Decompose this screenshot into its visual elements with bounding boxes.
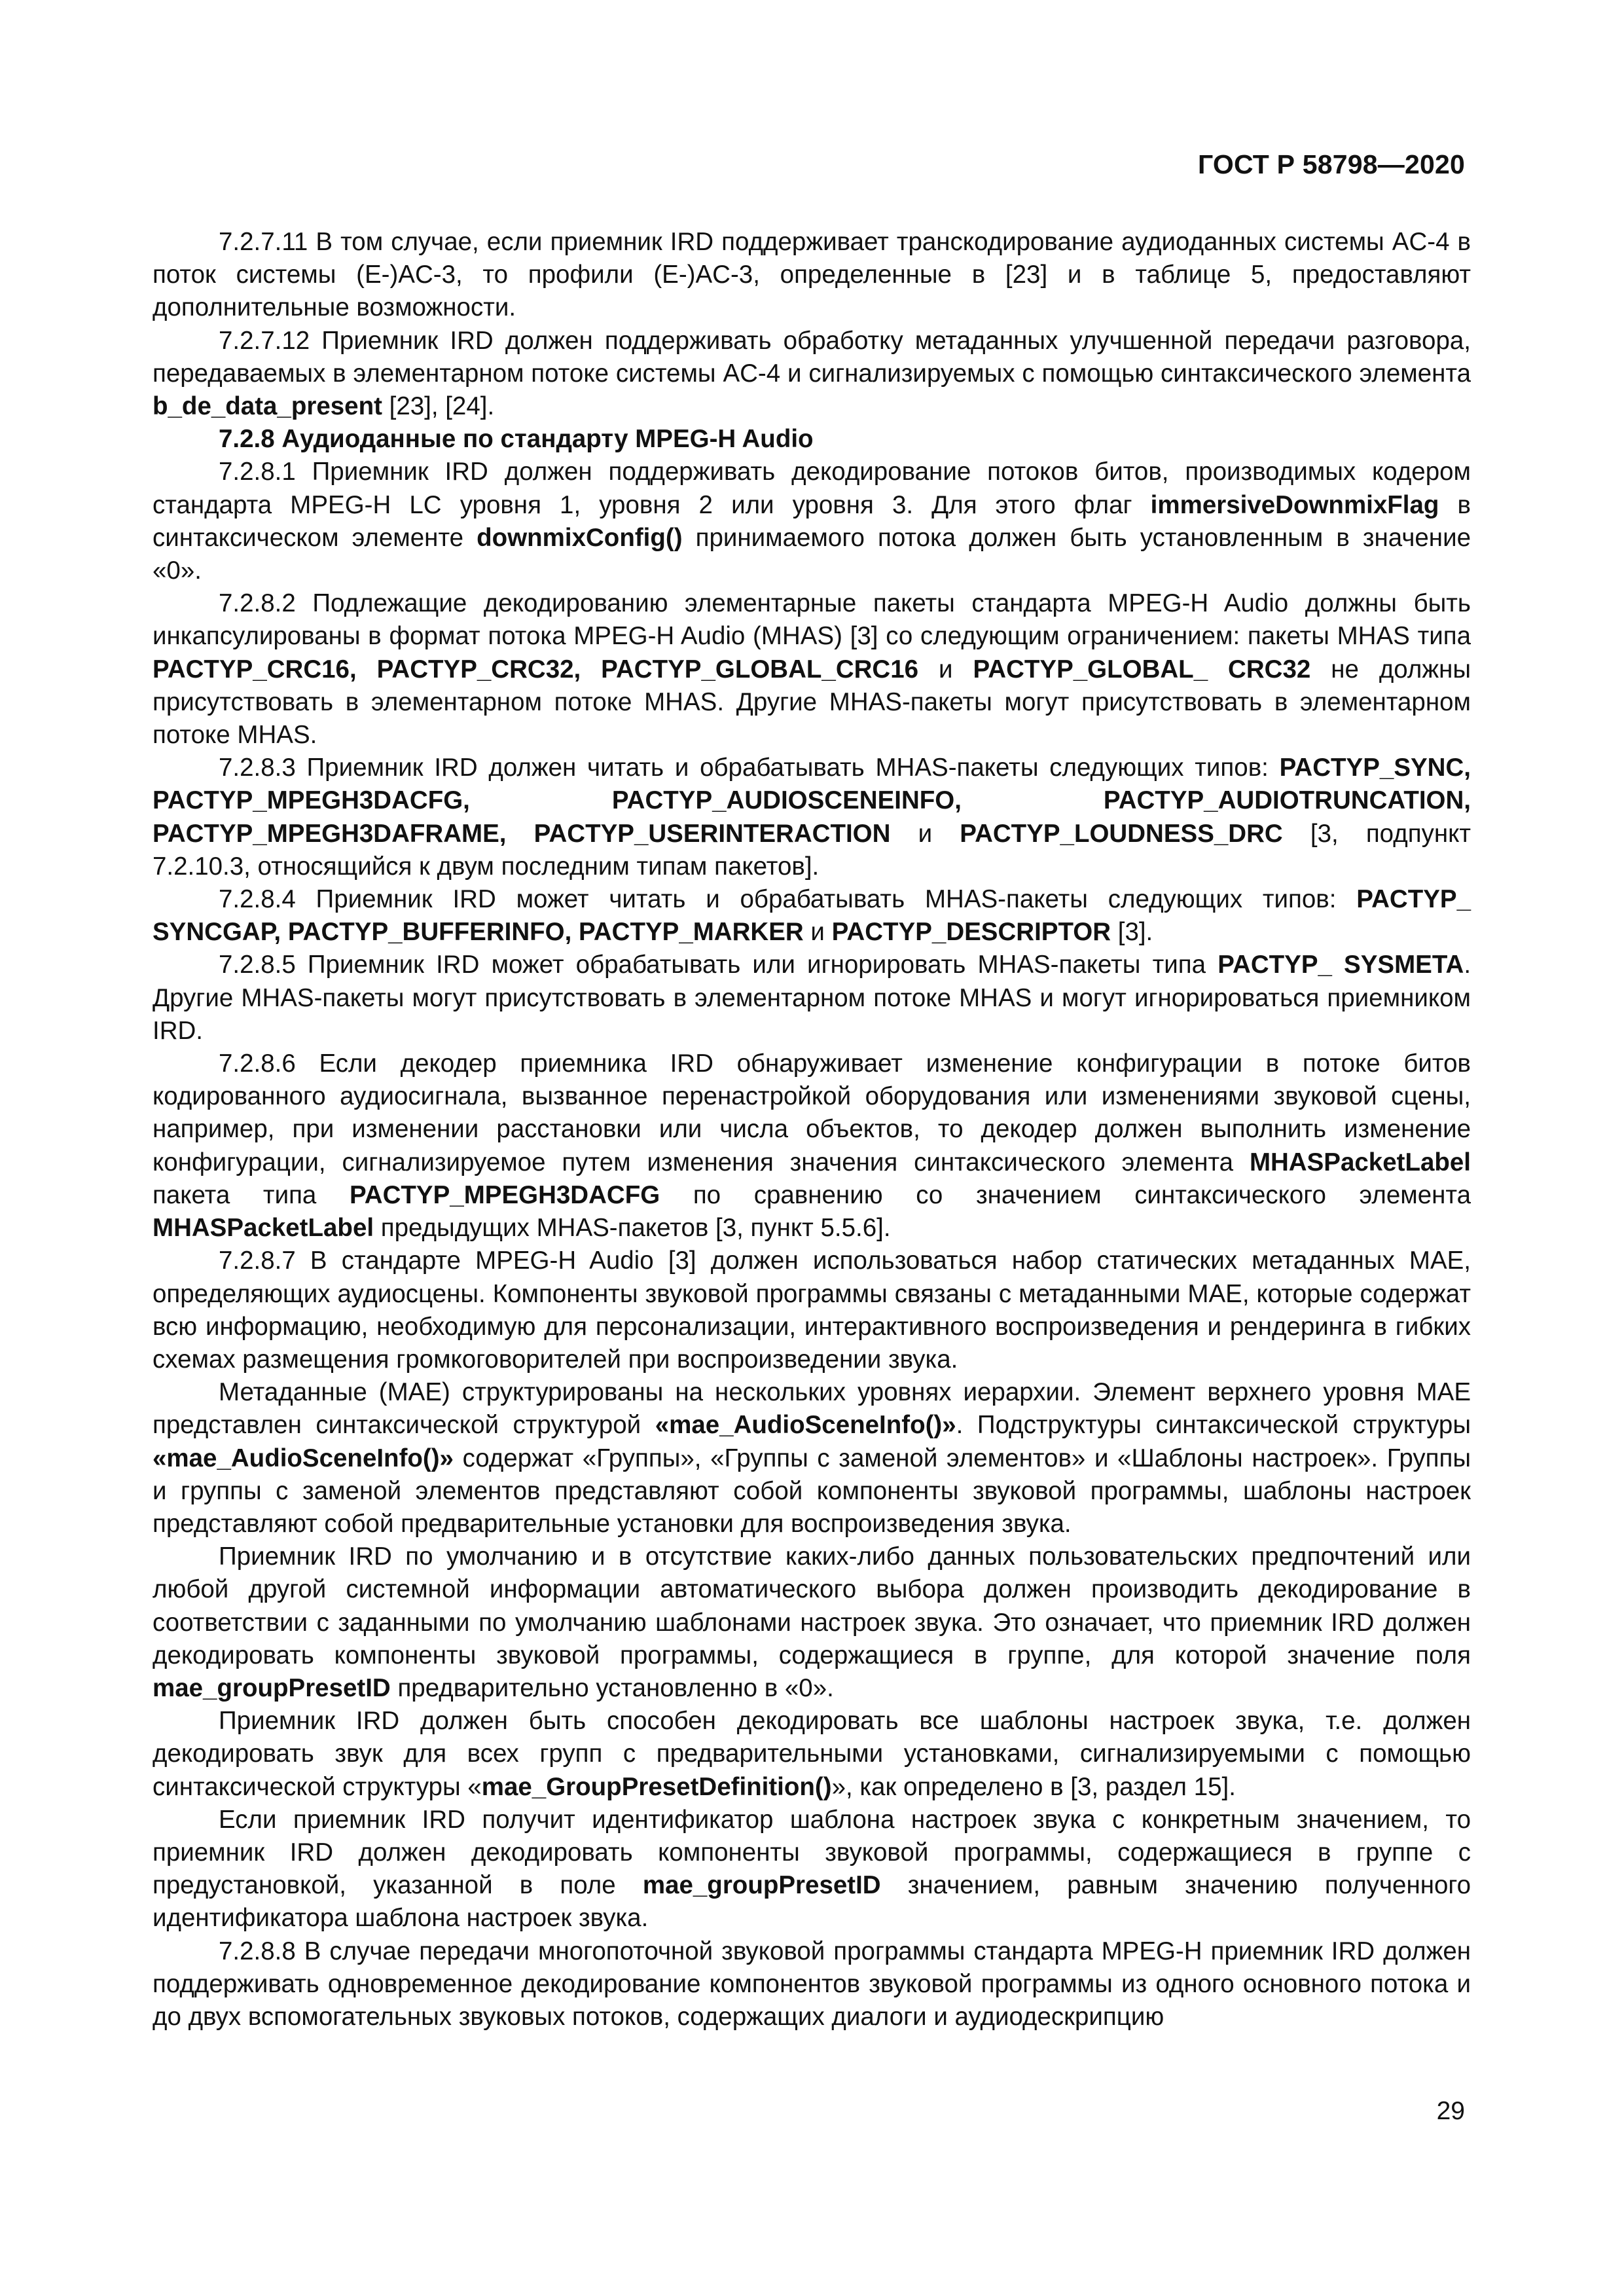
text-run: предыдущих MHAS-пакетов [3, пункт 5.5.6]. — [374, 1214, 891, 1243]
text-run: принимаемого потока должен быть установленным в значение «0». — [153, 523, 1471, 585]
paragraph — [153, 1804, 1471, 1935]
text-run: Приемник IRD должен быть способен декодировать все шаблоны настроек звука, т.е. должен декодировать звук для всех групп с предварительными установками, сигнализируемыми с помощью синтаксической структуры « — [153, 1707, 1471, 1801]
text-run: и — [890, 819, 960, 848]
text-run: в синтаксическом элементе — [153, 490, 1471, 552]
text-run: предварительно установленно в «0». — [390, 1673, 834, 1702]
bold-term: PACTYP_GLOBAL_ CRC32 — [973, 655, 1311, 683]
bold-term: immersiveDownmixFlag — [1150, 490, 1439, 519]
text-run: Приемник IRD по умолчанию и в отсутствие каких-либо данных пользовательских предпочтений или любой другой системной информации автоматического выбора должен производить декодирование в соответствии с заданными по умолчанию шаблонами настроек звука. Это означает, что приемник IRD должен декодировать компоненты звуковой программы, содержащиеся в группе, для которой значение поля — [153, 1542, 1471, 1669]
bold-term: PACTYP_MPEGH3DACFG — [349, 1180, 660, 1209]
paragraph — [153, 883, 1471, 949]
text-run: [23], [24]. — [382, 392, 495, 421]
paragraph — [153, 456, 1471, 587]
text-run: пакета типа — [153, 1180, 350, 1209]
text-run: 7.2.8.8 В случае передачи многопоточной звуковой программы стандарта MPEG-H приемник IRD должен поддерживать одновременное декодирование компонентов звуковой программы из одного основного потока и до двух вспомогательных звуковых потоков, содержащих диалоги и аудиодескрипцию — [153, 1937, 1471, 2031]
text-run: 7.2.8.6 Если декодер приемника IRD обнаруживает изменение конфигурации в потоке битов кодированного аудиосигнала, вызванное перенастройкой оборудования или изменениями звуковой сцены, например, при изменении расстановки или числа объектов, то декодер должен выполнить изменение конфигурации, сигнализируемое путем изменения значения синтаксического элемента — [153, 1049, 1471, 1176]
text-run: 7.2.7.12 Приемник IRD должен поддерживать обработку метаданных улучшенной передачи разговора, передаваемых в элементарном потоке системы AC-4 и сигнализируемых с помощью синтаксического элемента — [153, 326, 1471, 388]
paragraph — [153, 949, 1471, 1048]
text-run: содержат «Группы», «Группы с заменой элементов» и «Шаблоны настроек». Группы и группы с заменой элементов представляют собой компоненты звуковой программы, шаблоны настроек представляют собой предварительные установки для воспроизведения звука. — [153, 1444, 1471, 1538]
paragraph — [153, 587, 1471, 752]
text-run: и — [803, 918, 832, 947]
paragraph — [153, 752, 1471, 883]
paragraph — [153, 1705, 1471, 1804]
paragraph — [153, 226, 1471, 325]
text-run: 7.2.8.4 Приемник IRD может читать и обрабатывать MHAS-пакеты следующих типов: — [219, 885, 1357, 914]
bold-term: PACTYP_DESCRIPTOR — [831, 918, 1111, 947]
text-run: Если приемник IRD получит идентификатор шаблона настроек звука с конкретным значением, то приемник IRD должен декодировать компоненты звуковой программы, содержащиеся в группе с предустановкой, указанной в поле — [153, 1805, 1471, 1900]
bold-term: PACTYP_ SYSMETA — [1218, 951, 1464, 979]
section-heading — [153, 423, 1471, 456]
text-run: [3]. — [1111, 918, 1153, 947]
page-number: 29 — [1436, 2097, 1465, 2125]
text-run: 7.2.8 Аудиоданные по стандарту MPEG-H Audio — [219, 425, 814, 454]
document-header: ГОСТ Р 58798—2020 — [1198, 149, 1465, 179]
bold-term: «mae_AudioSceneInfo()» — [655, 1411, 956, 1440]
bold-term: b_de_data_present — [153, 392, 382, 421]
bold-term: mae_GroupPresetDefinition() — [481, 1772, 832, 1801]
text-run: по сравнению со значением синтаксического элемента — [660, 1180, 1471, 1209]
bold-term: PACTYP_SYNC, PACTYP_MPEGH3DACFG, PACTYP_AUDIOSCENEINFO, PACTYP_AUDIOTRUNCATION, PACTYP_MPEGH3DAFRAME, PACTYP_USERINTERACTION — [153, 754, 1471, 848]
text-run: 7.2.8.5 Приемник IRD может обрабатывать или игнорировать MHAS-пакеты типа — [219, 951, 1218, 979]
text-run: 7.2.8.3 Приемник IRD должен читать и обрабатывать MHAS-пакеты следующих типов: — [219, 754, 1280, 782]
bold-term: downmixConfig() — [477, 523, 683, 552]
bold-term: PACTYP_CRC16, PACTYP_CRC32, PACTYP_GLOBAL_CRC16 — [153, 655, 919, 683]
bold-term: mae_groupPresetID — [153, 1673, 391, 1702]
text-run: [3, подпункт 7.2.10.3, относящийся к двум последним типам пакетов]. — [153, 819, 1471, 881]
text-run: . Подструктуры синтаксической структуры — [956, 1411, 1471, 1440]
paragraph — [153, 1245, 1471, 1376]
bold-term: MHASPacketLabel — [153, 1214, 374, 1243]
document-body — [153, 226, 1471, 2033]
bold-term: PACTYP_ SYNCGAP, PACTYP_BUFFERINFO, PACTYP_MARKER — [153, 885, 1471, 947]
text-run: . Другие MHAS-пакеты могут присутствовать в элементарном потоке MHAS и могут игнорироваться приемником IRD. — [153, 951, 1471, 1045]
bold-term: PACTYP_LOUDNESS_DRC — [960, 819, 1283, 848]
text-run: 7.2.8.1 Приемник IRD должен поддерживать декодирование потоков битов, производимых кодером стандарта MPEG-H LC уровня 1, уровня 2 или уровня 3. Для этого флаг — [153, 458, 1471, 519]
text-run: и — [918, 655, 973, 683]
text-run: 7.2.7.11 В том случае, если приемник IRD поддерживает транскодирование аудиоданных системы AC-4 в поток системы (E-)AC-3, то профили (E-)AC-3, определенные в [23] и в таблице 5, предоставляют дополнительные возможности. — [153, 228, 1471, 322]
paragraph — [153, 1935, 1471, 2034]
text-run: », как определено в [3, раздел 15]. — [831, 1772, 1236, 1801]
text-run: Метаданные (MAE) структурированы на нескольких уровнях иерархии. Элемент верхнего уровня MAE представлен синтаксической структурой — [153, 1378, 1471, 1440]
paragraph — [153, 1376, 1471, 1540]
paragraph — [153, 1048, 1471, 1245]
bold-term: mae_groupPresetID — [642, 1871, 881, 1900]
paragraph — [153, 325, 1471, 424]
text-run: 7.2.8.7 В стандарте MPEG-H Audio [3] должен использоваться набор статических метаданных MAE, определяющих аудиосцены. Компоненты звуковой программы связаны с метаданными MAE, которые содержат всю информацию, необходимую для персонализации, интерактивного воспроизведения и рендеринга в гибких схемах размещения громкоговорителей при воспроизведении звука. — [153, 1247, 1471, 1374]
text-run: 7.2.8.2 Подлежащие декодированию элементарные пакеты стандарта MPEG-H Audio должны быть инкапсулированы в формат потока MPEG-H Audio (MHAS) [3] со следующим ограничением: пакеты MHAS типа — [153, 589, 1471, 651]
paragraph — [153, 1540, 1471, 1705]
text-run: не должны присутствовать в элементарном потоке MHAS. Другие MHAS-пакеты могут присутствовать в элементарном потоке MHAS. — [153, 655, 1471, 750]
bold-term: MHASPacketLabel — [1249, 1148, 1471, 1176]
bold-term: «mae_AudioSceneInfo()» — [153, 1444, 454, 1472]
text-run: значением, равным значению полученного идентификатора шаблона настроек звука. — [153, 1871, 1471, 1933]
